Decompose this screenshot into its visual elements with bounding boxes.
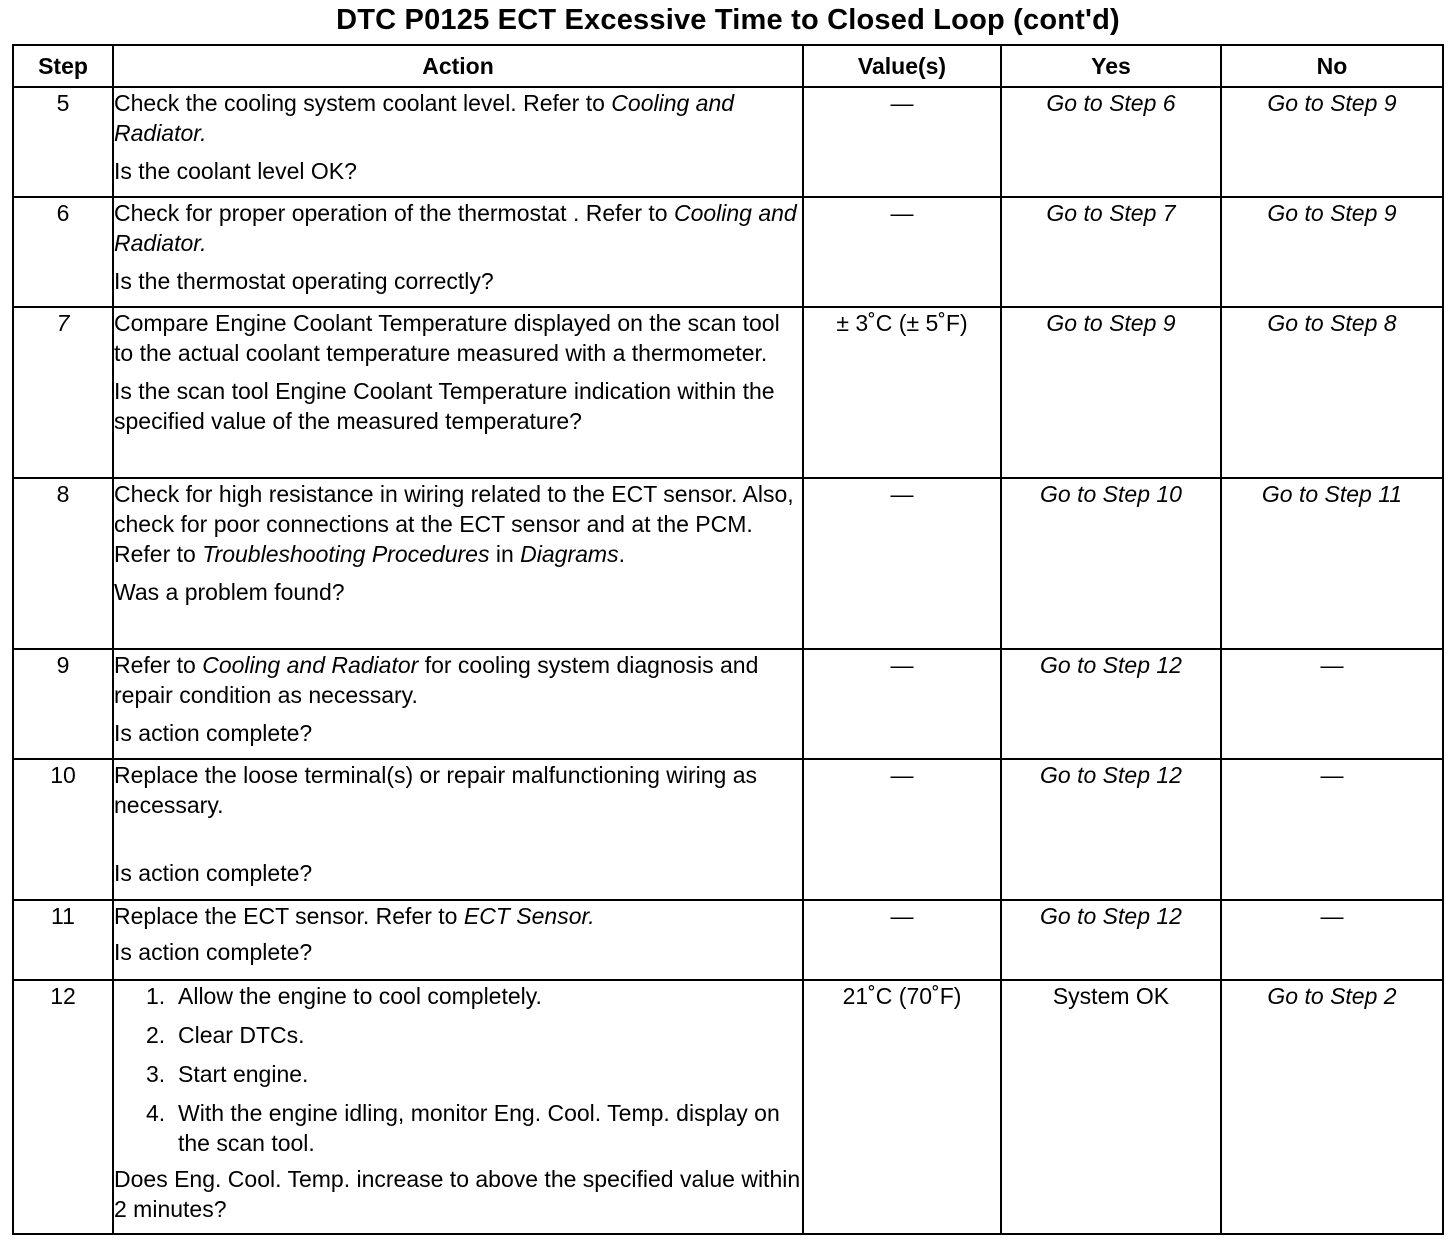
action-cell bbox=[113, 980, 807, 1234]
action-question: Is action complete? bbox=[114, 860, 313, 886]
yes-cell: System OK bbox=[1001, 980, 1221, 1234]
action-cell bbox=[113, 478, 803, 649]
table-row bbox=[13, 980, 1443, 1234]
action-text: Check for proper operation of the thermostat . Refer to Cooling and Radiator. bbox=[114, 200, 804, 256]
action-question: Is the coolant level OK? bbox=[114, 158, 357, 184]
yes-cell: Go to Step 9 bbox=[1001, 307, 1221, 478]
procedure-list bbox=[114, 981, 802, 1158]
value-cell: ± 3˚C (± 5˚F) bbox=[803, 307, 1001, 478]
page-title: DTC P0125 ECT Excessive Time to Closed Loop (cont'd) bbox=[336, 4, 1120, 36]
table-row bbox=[13, 759, 1443, 900]
no-cell: — bbox=[1221, 759, 1443, 900]
header-values: Value(s) bbox=[803, 45, 1001, 87]
action-question: Is action complete? bbox=[114, 939, 313, 965]
action-cell bbox=[113, 900, 803, 980]
action-cell bbox=[113, 649, 803, 759]
table-row bbox=[13, 307, 1443, 478]
table-row bbox=[13, 87, 1443, 197]
value-cell: — bbox=[803, 759, 1001, 900]
step-number: 12 bbox=[13, 980, 113, 1234]
step-number: 5 bbox=[13, 87, 113, 197]
action-question: Is action complete? bbox=[114, 720, 313, 746]
action-text: Replace the ECT sensor. Refer to ECT Sensor. bbox=[114, 903, 595, 929]
list-item: 3. Start engine. bbox=[146, 1061, 309, 1087]
header-no: No bbox=[1221, 45, 1443, 87]
no-cell: — bbox=[1221, 649, 1443, 759]
action-cell bbox=[113, 307, 803, 478]
action-text: Compare Engine Coolant Temperature displayed on the scan tool to the actual coolant temperature measured with a thermometer. bbox=[114, 310, 787, 366]
action-text: Refer to Cooling and Radiator for cooling system diagnosis and repair condition as necessary. bbox=[114, 652, 765, 708]
table-row bbox=[13, 900, 1443, 980]
no-cell: Go to Step 8 bbox=[1221, 307, 1443, 478]
yes-cell: Go to Step 7 bbox=[1001, 197, 1221, 307]
table-row bbox=[13, 478, 1443, 649]
step-number: 10 bbox=[13, 759, 113, 900]
step-number: 8 bbox=[13, 478, 113, 649]
header-action: Action bbox=[113, 45, 803, 87]
table-row bbox=[13, 197, 1443, 307]
action-question: Was a problem found? bbox=[114, 579, 345, 605]
action-cell bbox=[113, 197, 803, 307]
value-cell: — bbox=[803, 478, 1001, 649]
header-step: Step bbox=[13, 45, 113, 87]
yes-cell: Go to Step 6 bbox=[1001, 87, 1221, 197]
action-question: Is the scan tool Engine Coolant Temperature indication within the specified value of the measured temperature? bbox=[114, 378, 781, 434]
value-cell: — bbox=[803, 649, 1001, 759]
no-cell: — bbox=[1221, 900, 1443, 980]
action-cell bbox=[113, 87, 803, 197]
value-cell: — bbox=[803, 197, 1001, 307]
yes-cell: Go to Step 10 bbox=[1001, 478, 1221, 649]
list-item: 2. Clear DTCs. bbox=[146, 1022, 305, 1048]
no-cell: Go to Step 11 bbox=[1221, 478, 1443, 649]
action-text: Replace the loose terminal(s) or repair malfunctioning wiring as necessary. bbox=[114, 762, 764, 818]
no-cell: Go to Step 9 bbox=[1221, 197, 1443, 307]
list-item: 1. Allow the engine to cool completely. bbox=[146, 983, 542, 1009]
step-number: 11 bbox=[13, 900, 113, 980]
step-number: 7 bbox=[13, 307, 113, 478]
yes-cell: Go to Step 12 bbox=[1001, 759, 1221, 900]
action-cell bbox=[113, 759, 803, 900]
value-cell: — bbox=[803, 900, 1001, 980]
no-cell: Go to Step 9 bbox=[1221, 87, 1443, 197]
diagnostic-table bbox=[12, 44, 1444, 1235]
action-question: Does Eng. Cool. Temp. increase to above the specified value within 2 minutes? bbox=[114, 1166, 807, 1222]
yes-cell: Go to Step 12 bbox=[1001, 649, 1221, 759]
header-yes: Yes bbox=[1001, 45, 1221, 87]
step-number: 6 bbox=[13, 197, 113, 307]
action-text: Check the cooling system coolant level. Refer to Cooling and Radiator. bbox=[114, 90, 741, 146]
table-row bbox=[13, 649, 1443, 759]
action-text: Check for high resistance in wiring related to the ECT sensor. Also, check for poor connections at the ECT sensor and at the PCM. Refer to Troubleshooting Procedures in Diagrams. bbox=[114, 481, 801, 567]
value-cell: — bbox=[803, 87, 1001, 197]
value-cell: 21˚C (70˚F) bbox=[803, 980, 1001, 1234]
step-number: 9 bbox=[13, 649, 113, 759]
header-row bbox=[13, 45, 1443, 87]
no-cell: Go to Step 2 bbox=[1221, 980, 1443, 1234]
list-item: 4. With the engine idling, monitor Eng. Cool. Temp. display on the scan tool. bbox=[146, 1100, 780, 1156]
yes-cell: Go to Step 12 bbox=[1001, 900, 1221, 980]
action-question: Is the thermostat operating correctly? bbox=[114, 268, 494, 294]
